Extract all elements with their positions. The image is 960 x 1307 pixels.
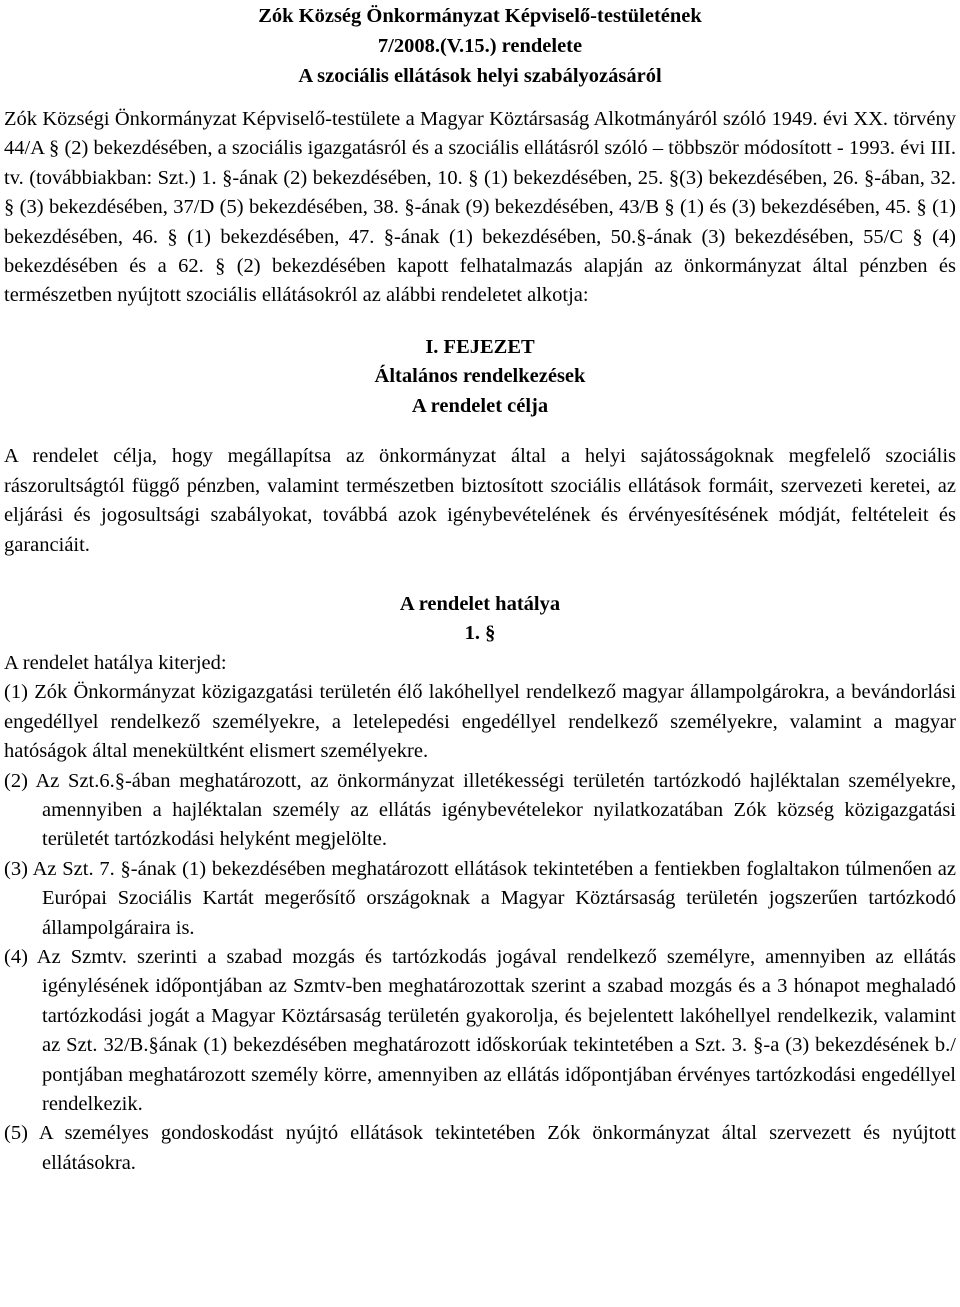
scope-intro: A rendelet hatálya kiterjed:: [4, 651, 227, 674]
scope-item-5: (5) A személyes gondoskodást nyújtó ellátások tekintetében Zók önkormányzat által szervezett és nyújtott ellátásokra.: [4, 1122, 956, 1174]
document-page: [4, 0, 956, 1178]
paragraph-mark: 1. §: [464, 622, 496, 645]
scope-item-2: (2) Az Szt.6.§-ában meghatározott, az önkormányzat illetékességi területén tartózkodó hajléktalan személyekre, amennyiben a hajléktalan személy az ellátás igénybevételekor nyilatkozatában Zók község közigazgatási területét tartózkodási helyként megjelölte.: [4, 769, 956, 851]
scope-item-4: (4) Az Szmtv. szerinti a szabad mozgás és tartózkodás jogával rendelkező személyre, amennyiben az ellátás igénylésének időpontjában az Szmtv-ben meghatározottak szerint a szabad mozgás és a 3 hónapot meghaladó tartózkodási jogát a Magyar Köztársaság területén gyakorolja, és bejelentett lakóhellyel rendelkezik, valamint az Szt. 32/B.§ának (1) bekezdésében meghatározott időskorúak tekintetében a Szt. 3. §-a (3) bekezdésének b./ pontjában meghatározott személy körre, amennyiben az ellátás időpontjában érvényes tartózkodási engedéllyel rendelkezik.: [4, 946, 956, 1116]
scope-title: A rendelet hatálya: [399, 592, 561, 615]
chapter-number: I. FEJEZET: [425, 335, 535, 358]
section-title: A rendelet célja: [411, 394, 549, 417]
preamble-paragraph: Zók Községi Önkormányzat Képviselő-testülete a Magyar Köztársaság Alkotmányáról szóló 1949. évi XX. törvény 44/A § (2) bekezdésében, a szociális igazgatásról és a szociális ellátásról szóló – többször módosított - 1993. évi III. tv. (továbbiakban: Szt.) 1. §-ának (2) bekezdésében, 10. § (1) bekezdésében, 25. §(3) bekezdésében, 26. §-ában, 32. § (3) bekezdésében, 37/D (5) bekezdésében, 38. §-ának (9) bekezdésében, 43/B § (1) és (3) bekezdésében, 45. § (1) bekezdésében, 46. § (1) bekezdésében, 47. §-ának (1) bekezdésében, 50.§-ának (3) bekezdésében, 55/C § (4) bekezdésében és a 62. § (2) bekezdésében kapott felhatalmazás alapján az önkormányzat által pénzben és természetben nyújtott szociális ellátásokról az alábbi rendeletet alkotja:: [4, 108, 956, 307]
chapter-title: Általános rendelkezések: [374, 365, 586, 388]
scope-item-1: (1) Zók Önkormányzat közigazgatási területén élő lakóhellyel rendelkező magyar állampolgárokra, a bevándorlási engedéllyel rendelkező személyekre, a letelepedési engedéllyel rendelkező személyekre, valamint a magyar hatóságok által menekültként elismert személyekre.: [4, 681, 956, 763]
decree-title: A szociális ellátások helyi szabályozásáról: [298, 65, 662, 87]
document-header: [4, 1, 956, 91]
purpose-paragraph: A rendelet célja, hogy megállapítsa az önkormányzat által a helyi sajátosságoknak megfelelő szociális rászorultságtól függő pénzben, valamint természetben biztosított szociális ellátások formáit, szervezeti keretei, az eljárási és jogosultsági szabályokat, továbbá azok igénybevételének és érvényesítésének módját, feltételeit és garanciáit.: [4, 445, 956, 556]
scope-item-3: (3) Az Szt. 7. §-ának (1) bekezdésében meghatározott ellátások tekintetében a fentiekben foglaltakon túlmenően az Európai Szociális Kartát megerősítő országoknak a Magyar Köztársaság területén jogszerűen tartózkodó állampolgáraira is.: [4, 857, 956, 939]
issuer-title: Zók Község Önkormányzat Képviselő-testületének: [258, 5, 702, 27]
chapter-heading: [4, 333, 956, 422]
decree-number: 7/2008.(V.15.) rendelete: [377, 35, 583, 57]
scope-heading: [4, 590, 956, 649]
